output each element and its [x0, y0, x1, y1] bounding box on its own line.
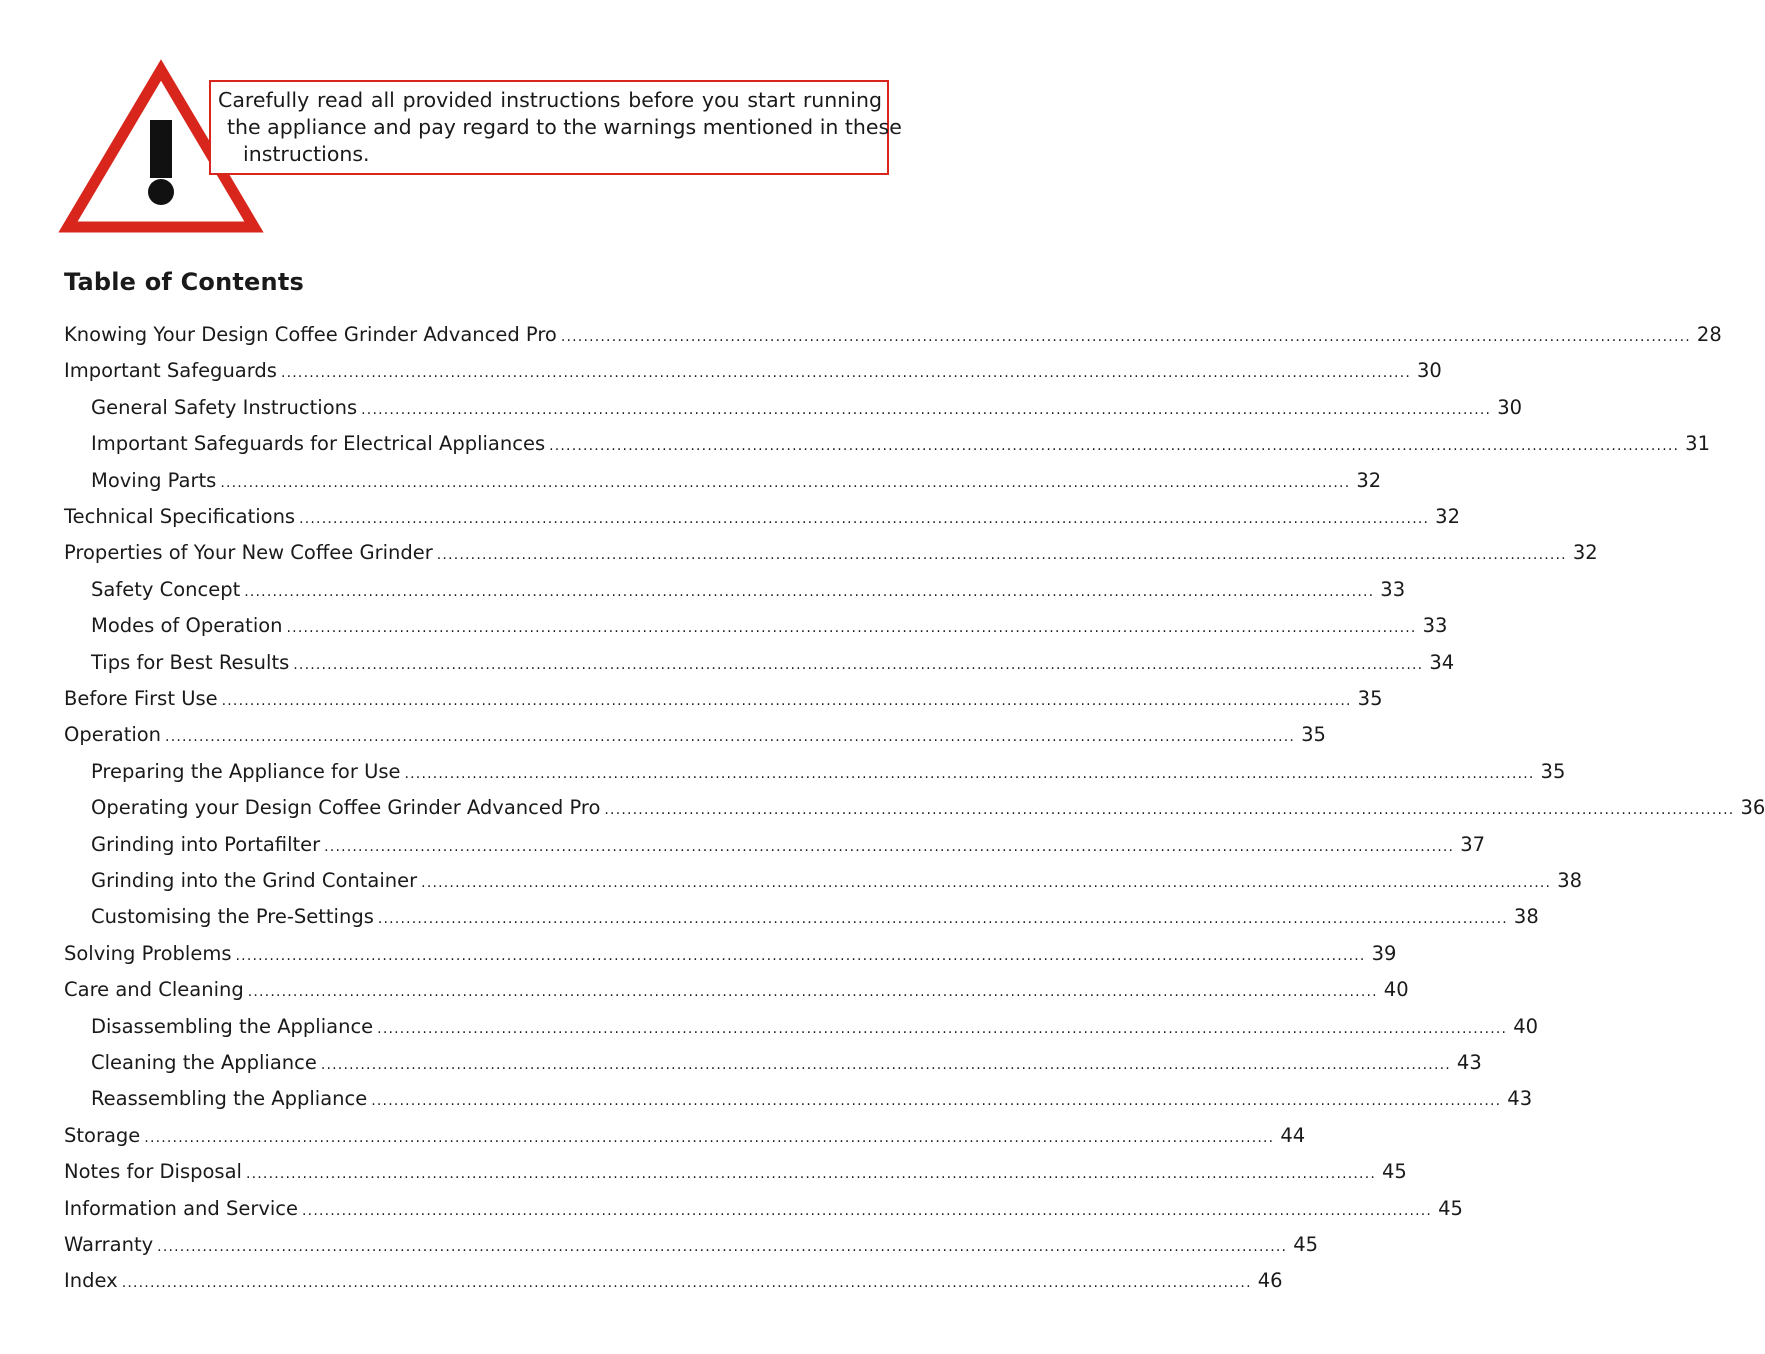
toc-entry[interactable] [91, 1082, 1533, 1116]
toc-entry[interactable] [64, 318, 1722, 352]
toc-entry-page: 45 [1382, 1160, 1407, 1183]
toc-entry-page: 37 [1460, 833, 1486, 856]
toc-entry[interactable] [91, 646, 1455, 680]
toc-entry[interactable] [64, 937, 1397, 971]
toc-entry-title: Grinding into Portafilter [91, 828, 324, 862]
toc-entry[interactable] [64, 500, 1460, 534]
toc-entry-title: Safety Concept [91, 573, 244, 607]
toc-entry-page: 33 [1422, 614, 1448, 637]
toc-entry[interactable] [64, 973, 1409, 1007]
toc-entry-page: 40 [1383, 978, 1409, 1001]
toc-entry-page: 35 [1357, 687, 1383, 710]
toc-entry-title: Properties of Your New Coffee Grinder [64, 536, 437, 570]
toc-entry-page: 46 [1257, 1269, 1283, 1292]
toc-entry[interactable] [64, 1192, 1463, 1226]
toc-dot-leader: ........................................................................................................................................................................................................ [324, 839, 1455, 855]
toc-entry-page: 33 [1380, 578, 1406, 601]
toc-entry[interactable] [64, 1155, 1407, 1189]
toc-dot-leader: ........................................................................................................................................................................................................ [377, 1021, 1508, 1037]
toc-entry[interactable] [91, 864, 1583, 898]
toc-entry[interactable] [64, 1264, 1283, 1298]
toc-entry-page: 32 [1572, 541, 1598, 564]
toc-dot-leader: ........................................................................................................................................................................................................ [165, 729, 1296, 745]
toc-dot-leader: ........................................................................................................................................................................................................ [220, 475, 1351, 491]
toc-entry-title: General Safety Instructions [91, 391, 361, 425]
toc-entry-title: Important Safeguards [64, 354, 281, 388]
toc-dot-leader: ........................................................................................................................................................................................................ [286, 620, 1417, 636]
toc-entry-page: 40 [1513, 1015, 1539, 1038]
toc-entry-title: Grinding into the Grind Container [91, 864, 421, 898]
toc-dot-leader: ........................................................................................................................................................................................................ [157, 1239, 1288, 1255]
warning-text-line-3: instructions. [243, 142, 370, 166]
toc-entry[interactable] [91, 1010, 1539, 1044]
toc-entry-page: 45 [1438, 1197, 1463, 1220]
toc-entry[interactable] [64, 1119, 1306, 1153]
toc-entry[interactable] [91, 391, 1523, 425]
toc-dot-leader: ........................................................................................................................................................................................................ [377, 911, 1508, 927]
toc-entry-title: Preparing the Appliance for Use [91, 755, 405, 789]
toc-dot-leader: ........................................................................................................................................................................................................ [302, 1203, 1433, 1219]
toc-dot-leader: ........................................................................................................................................................................................................ [604, 802, 1735, 818]
toc-entry[interactable] [91, 609, 1448, 643]
toc-entry-title: Solving Problems [64, 937, 236, 971]
toc-entry-page: 30 [1417, 359, 1442, 382]
toc-dot-leader: ........................................................................................................................................................................................................ [280, 365, 1412, 381]
toc-dot-leader: ........................................................................................................................................................................................................ [244, 584, 1375, 600]
toc-dot-leader: ........................................................................................................................................................................................................ [247, 984, 1378, 1000]
toc-entry-page: 44 [1280, 1124, 1306, 1147]
toc-entry-title: Operation [64, 718, 165, 752]
toc-entry-title: Information and Service [64, 1192, 302, 1226]
toc-entry-page: 32 [1356, 469, 1382, 492]
toc-dot-leader: ........................................................................................................................................................................................................ [320, 1057, 1451, 1073]
toc-dot-leader: ........................................................................................................................................................................................................ [299, 511, 1430, 527]
toc-entry-page: 38 [1557, 869, 1583, 892]
toc-entry[interactable] [64, 1228, 1319, 1262]
toc-entry-page: 36 [1740, 796, 1765, 819]
toc-entry-title: Operating your Design Coffee Grinder Advanced Pro [91, 791, 604, 825]
toc-dot-leader: ........................................................................................................................................................................................................ [560, 329, 1691, 345]
toc-entry-page: 38 [1513, 905, 1539, 928]
toc-entry[interactable] [91, 427, 1710, 461]
toc-dot-leader: ........................................................................................................................................................................................................ [371, 1093, 1502, 1109]
toc-entry-title: Storage [64, 1119, 144, 1153]
toc-dot-leader: ........................................................................................................................................................................................................ [293, 657, 1424, 673]
toc-entry-page: 31 [1685, 432, 1710, 455]
toc-entry[interactable] [64, 718, 1326, 752]
toc-dot-leader: ........................................................................................................................................................................................................ [221, 693, 1352, 709]
toc-dot-leader: ........................................................................................................................................................................................................ [436, 547, 1567, 563]
toc-dot-leader: ........................................................................................................................................................................................................ [121, 1275, 1252, 1291]
warning-text-line-1: Carefully read all provided instructions before you start running [218, 88, 882, 112]
toc-entry[interactable] [91, 1046, 1482, 1080]
toc-entry-page: 43 [1507, 1087, 1533, 1110]
warning-notice [209, 80, 902, 175]
toc-entry[interactable] [91, 828, 1486, 862]
toc-dot-leader: ........................................................................................................................................................................................................ [245, 1166, 1377, 1182]
toc-entry-title: Notes for Disposal [64, 1155, 246, 1189]
toc-entry-page: 32 [1435, 505, 1460, 528]
toc-entry-title: Important Safeguards for Electrical Appliances [91, 427, 549, 461]
toc-dot-leader: ........................................................................................................................................................................................................ [361, 402, 1492, 418]
toc-entry-page: 45 [1293, 1233, 1319, 1256]
toc-entry[interactable] [91, 464, 1382, 498]
toc-title: Table of Contents [64, 268, 304, 296]
toc-dot-leader: ........................................................................................................................................................................................................ [404, 766, 1535, 782]
toc-entry[interactable] [91, 791, 1765, 825]
toc-entry-title: Knowing Your Design Coffee Grinder Advanced Pro [64, 318, 561, 352]
toc-entry-page: 30 [1497, 396, 1523, 419]
toc-entry-page: 35 [1301, 723, 1326, 746]
toc-entry-title: Before First Use [64, 682, 222, 716]
toc-dot-leader: ........................................................................................................................................................................................................ [144, 1130, 1275, 1146]
toc-entry-title: Modes of Operation [91, 609, 287, 643]
toc-entry[interactable] [64, 354, 1442, 388]
toc-entry-title: Care and Cleaning [64, 973, 248, 1007]
toc-entry[interactable] [91, 573, 1406, 607]
toc-entry-title: Cleaning the Appliance [91, 1046, 321, 1080]
toc-entry-title: Warranty [64, 1228, 157, 1262]
toc-entry-page: 39 [1371, 942, 1397, 965]
toc-entry-title: Tips for Best Results [91, 646, 293, 680]
toc-entry-title: Moving Parts [91, 464, 220, 498]
toc-entry-page: 43 [1456, 1051, 1482, 1074]
toc-entry[interactable] [64, 682, 1383, 716]
toc-entry-page: 34 [1429, 651, 1455, 674]
toc-entry-title: Reassembling the Appliance [91, 1082, 371, 1116]
toc-entry-page: 28 [1696, 323, 1722, 346]
toc-entry[interactable] [91, 900, 1539, 934]
toc-entry-title: Customising the Pre-Settings [91, 900, 378, 934]
toc-entry-page: 35 [1540, 760, 1566, 783]
toc-dot-leader: ........................................................................................................................................................................................................ [421, 875, 1552, 891]
toc-dot-leader: ........................................................................................................................................................................................................ [235, 948, 1366, 964]
toc-entry[interactable] [91, 755, 1566, 789]
toc-entry-title: Index [64, 1264, 122, 1298]
toc-entry-title: Technical Specifications [64, 500, 299, 534]
warning-text-line-2: the appliance and pay regard to the warnings mentioned in these [227, 115, 902, 139]
toc-dot-leader: ........................................................................................................................................................................................................ [549, 438, 1680, 454]
toc-entry-title: Disassembling the Appliance [91, 1010, 377, 1044]
toc-entry[interactable] [64, 536, 1598, 570]
